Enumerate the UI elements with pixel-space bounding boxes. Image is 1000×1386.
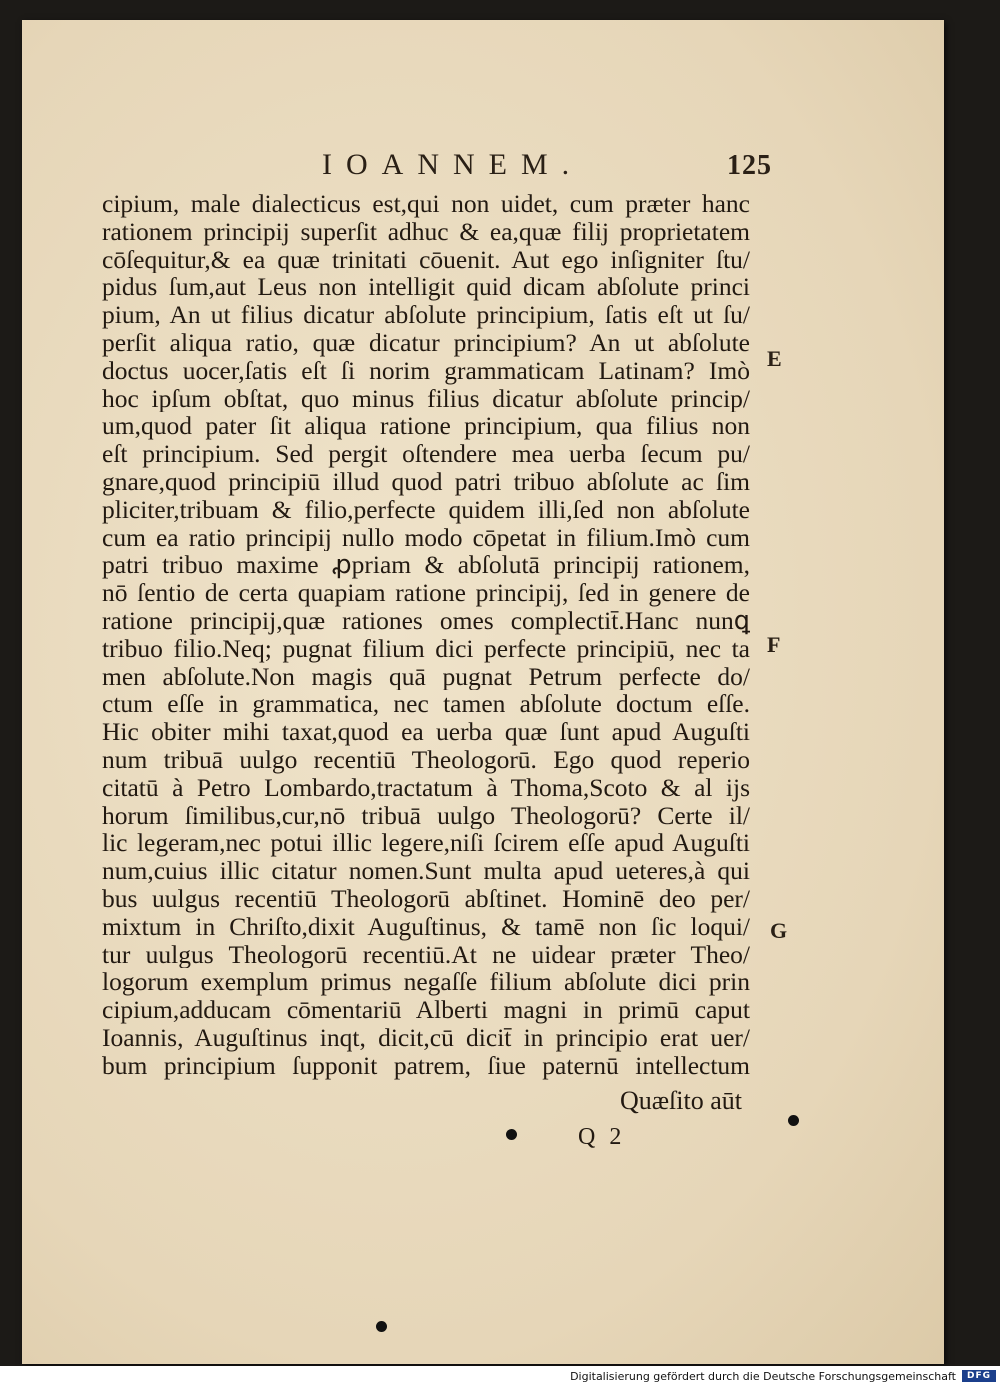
text-line: eſt principium. Sed pergit oſtendere mea uerba ſecum pu/ <box>102 440 750 468</box>
ink-spot <box>506 1129 517 1140</box>
main-text <box>102 190 750 1080</box>
book-page <box>22 20 944 1364</box>
text-line: gnare,quod principiū illud quod patri tribuo abſolute ac ſim <box>102 467 750 496</box>
dfg-logo-icon: DFG <box>962 1370 996 1382</box>
text-line: rationem principij superſit adhuc & ea,quæ filij proprietatem <box>102 217 750 246</box>
text-line: pidus ſum,aut Leus non intelligit quid dicam abſolute princi <box>102 273 750 302</box>
text-line: bum principium ſupponit patrem, ſiue paternū intellectum <box>102 1051 750 1080</box>
text-line: cipium,adducam cōmentariū Alberti magni in primū caput <box>102 996 750 1024</box>
text-line: Ioannis, Auguſtinus inqt, dicit,cū dicit̄ in principio erat uer/ <box>102 1023 750 1052</box>
text-line: men abſolute.Non magis quā pugnat Petrum perfecte do/ <box>102 662 750 691</box>
text-line: cipium, male dialecticus est,qui non uidet, cum præter hanc <box>102 190 750 218</box>
text-line: lic legeram,nec potui illic legere,niſi ſcirem eſſe apud Auguſti <box>102 829 750 858</box>
marginal-letter-f: F <box>767 632 781 657</box>
text-line: pliciter,tribuam & filio,perfecte quidem illi,ſed non abſolute <box>102 495 750 524</box>
text-line: mixtum in Chriſto,dixit Auguſtinus, & tamē non ſic loqui/ <box>102 912 750 941</box>
text-line: logorum exemplum primus negaſſe filium abſolute dici prin <box>102 968 750 997</box>
text-line: horum ſimilibus,cur,nō tribuā uulgo Theologorū? Certe il/ <box>102 801 750 830</box>
marginal-letter-e: E <box>767 346 782 371</box>
text-line: nō ſentio de certa quapiam ratione principij, ſed in genere de <box>102 579 750 607</box>
text-line: num tribuā uulgo recentiū Theologorū. Ego quod reperio <box>102 745 750 774</box>
text-line: cum ea ratio principij nullo modo cōpetat in filium.Imò cum <box>102 523 750 552</box>
text-line: tur uulgus Theologorū recentiū.At ne uidear præter Theo/ <box>102 940 750 969</box>
text-line: tribuo filio.Neq; pugnat filium dici perfecte principiū, nec ta <box>102 634 750 663</box>
signature-mark: Q 2 <box>578 1124 626 1150</box>
text-line: perſit aliqua ratio, quæ dicatur principium? An ut abſolute <box>102 328 750 357</box>
page-header <box>322 148 782 188</box>
text-line: ctum eſſe in grammatica, nec tamen abſolute doctum eſſe. <box>102 690 750 719</box>
ink-spot <box>788 1115 799 1126</box>
funding-notice: Digitalisierung gefördert durch die Deutsche Forschungsgemeinschaft <box>570 1370 956 1383</box>
text-line: doctus uocer,ſatis eſt ſi norim grammaticam Latinam? Imò <box>102 356 750 385</box>
marginal-letter-g: G <box>770 918 788 943</box>
ink-spot <box>376 1321 387 1332</box>
catchword: Quæſito aūt <box>619 1086 742 1115</box>
text-line: um,quod pater ſit aliqua ratione principium, qua filius non <box>102 412 750 441</box>
text-line: num,cuius illic citatur nomen.Sunt multa apud ueteres,à qui <box>102 857 750 885</box>
text-line: patri tribuo maxime ꝓpriam & abſolutā principij rationem, <box>102 551 750 580</box>
text-line: cōſequitur,& ea quæ trinitati cōuenit. Aut ego inſigniter ſtu/ <box>102 245 750 274</box>
text-line: Hic obiter mihi taxat,quod ea uerba quæ ſunt apud Auguſti <box>102 718 750 746</box>
footer-bar <box>0 1366 1000 1386</box>
page-number: 125 <box>727 150 772 181</box>
text-line: pium, An ut filius dicatur abſolute principium, ſatis eſt ut ſu/ <box>102 301 750 329</box>
text-line: hoc ipſum obſtat, quo minus filius dicatur abſolute princip/ <box>102 384 750 413</box>
text-line: citatū à Petro Lombardo,tractatum à Thoma,Scoto & al ijs <box>102 773 750 802</box>
text-line: bus uulgus recentiū Theologorū abſtinet. Hominē deo per/ <box>102 884 750 913</box>
running-head: IOANNEM. <box>322 148 584 181</box>
text-line: ratione principij,quæ rationes omes complectit̄.Hanc nunꝗ <box>102 606 750 635</box>
